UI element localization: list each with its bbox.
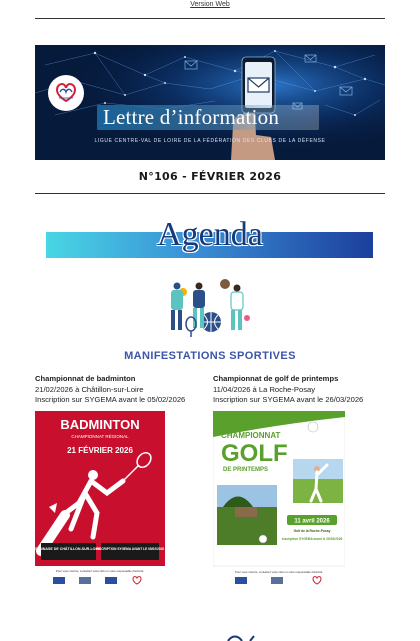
event-date: 21/02/2026 à Châtillon-sur-Loire bbox=[35, 384, 144, 394]
event-title: Championnat de golf de printemps bbox=[213, 374, 339, 383]
poster-signup: Inscription SYGEMA avant le 26/03/2026 bbox=[281, 537, 343, 541]
banner-subtitle: LIGUE CENTRE-VAL DE LOIRE DE LA FÉDÉRATION DES CLUBS DE LA DÉFENSE bbox=[94, 138, 326, 144]
next-section-heading-partial bbox=[210, 629, 270, 641]
issue-number: N°106 - FÉVRIER 2026 bbox=[138, 170, 282, 183]
section-title-sports: MANIFESTATIONS SPORTIVES bbox=[124, 350, 296, 362]
poster-footer: Pour vous inscrire, contactez votre club ou votre responsable d'activité. bbox=[55, 569, 145, 573]
agenda-title: Agenda bbox=[157, 216, 263, 253]
poster-title-1: CHAMPIONNAT bbox=[221, 431, 281, 440]
poster-place: Golf de la Roche-Posay bbox=[293, 529, 331, 533]
event-badminton bbox=[35, 374, 215, 406]
poster-signup: INSCRIPTION SYGEMA AVANT LE 05/02/2026 bbox=[95, 547, 165, 551]
top-divider bbox=[35, 18, 385, 19]
event-title: Championnat de badminton bbox=[35, 374, 136, 383]
poster-footer: Pour vous inscrire, contactez votre club ou votre responsable d'activité. bbox=[234, 570, 324, 574]
event-golf bbox=[213, 374, 393, 406]
golf-course-photo bbox=[217, 485, 277, 545]
issue-divider bbox=[35, 193, 385, 194]
version-web-link[interactable]: Version Web bbox=[190, 1, 230, 8]
golf-poster[interactable] bbox=[213, 411, 345, 591]
poster-place: GYMNASE DE CHÂTILLON-SUR-LOIRE bbox=[35, 547, 102, 551]
banner-title-band bbox=[97, 105, 319, 130]
poster-subtitle: CHAMPIONNAT RÉGIONAL bbox=[71, 434, 129, 439]
event-signup: Inscription sur SYGEMA avant le 05/02/2026 bbox=[35, 395, 186, 404]
newsletter-banner bbox=[35, 45, 385, 160]
poster-title: BADMINTON bbox=[60, 417, 140, 432]
event-signup: Inscription sur SYGEMA avant le 26/03/2026 bbox=[213, 395, 364, 404]
poster-title-2: GOLF bbox=[221, 440, 288, 467]
poster-title-3: DE PRINTEMPS bbox=[223, 467, 269, 473]
golfer-photo bbox=[293, 459, 343, 503]
poster-date: 11 avril 2026 bbox=[294, 518, 330, 525]
event-date: 11/04/2026 à La Roche-Posay bbox=[213, 384, 316, 394]
badminton-poster[interactable] bbox=[35, 411, 165, 591]
banner-title: Lettre d’information bbox=[103, 105, 280, 129]
poster-date: 21 FÉVRIER 2026 bbox=[67, 446, 133, 455]
sports-people-icon bbox=[163, 274, 255, 338]
partner-logos bbox=[235, 577, 321, 584]
